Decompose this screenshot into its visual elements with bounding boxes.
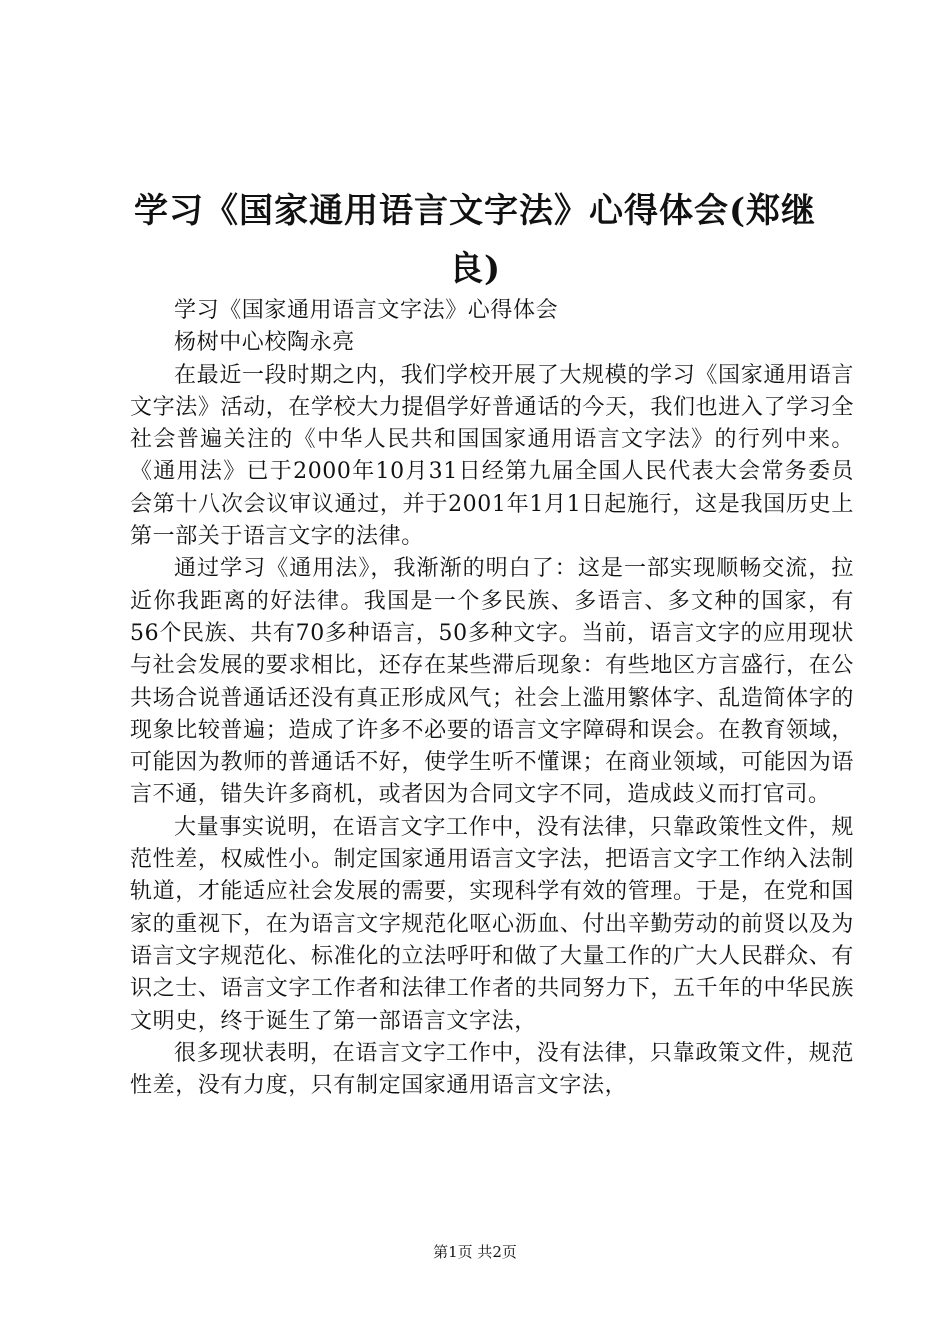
document-title: 学习《国家通用语言文字法》心得体会(郑继良) [133, 191, 817, 289]
body-paragraph: 在最近一段时期之内，我们学校开展了大规模的学习《国家通用语言文字法》活动，在学校大力提倡学好普通话的今天，我们也进入了学习全社会普遍关注的《中华人民共和国国家通用语言文字法》的行列中来。《通用法》已于2000年10月31日经第九届全国人民代表大会常务委员会第十八次会议审议通过，并于2001年1月1日起施行，这是我国历史上第一部关于语言文字的法律。 [130, 362, 854, 550]
page-footer: 第1页 共2页 [433, 1243, 517, 1261]
document-author: 杨树中心校陶永亮 [174, 330, 355, 356]
body-paragraph: 通过学习《通用法》，我渐渐的明白了：这是一部实现顺畅交流，拉近你我距离的好法律。我国是一个多民族、多语言、多文种的国家，有56个民族、共有70多种语言，50多种文字。当前，语言文字的应用现状与社会发展的要求相比，还存在某些滞后现象：有些地区方言盛行，在公共场合说普通话还没有真正形成风气；社会上滥用繁体字、乱造简体字的现象比较普遍；造成了许多不必要的语言文字障碍和误会。在教育领域，可能因为教师的普通话不好，使学生听不懂课；在商业领域，可能因为语言不通，错失许多商机，或者因为合同文字不同，造成歧义而打官司。 [130, 556, 854, 808]
document-subtitle: 学习《国家通用语言文字法》心得体会 [174, 298, 559, 323]
document-body [130, 295, 854, 1102]
body-paragraph: 大量事实说明，在语言文字工作中，没有法律，只靠政策性文件，规范性差，权威性小。制定国家通用语言文字法，把语言文字工作纳入法制轨道，才能适应社会发展的需要，实现科学有效的管理。于是，在党和国家的重视下，在为语言文字规范化呕心沥血、付出辛勤劳动的前贤以及为语言文字规范化、标准化的立法呼吁和做了大量工作的广大人民群众、有识之士、语言文字工作者和法律工作者的共同努力下，五千年的中华民族文明史，终于诞生了第一部语言文字法， [130, 814, 854, 1034]
body-paragraph: 很多现状表明，在语言文字工作中，没有法律，只靠政策文件，规范性差，没有力度，只有制定国家通用语言文字法， [130, 1040, 854, 1099]
